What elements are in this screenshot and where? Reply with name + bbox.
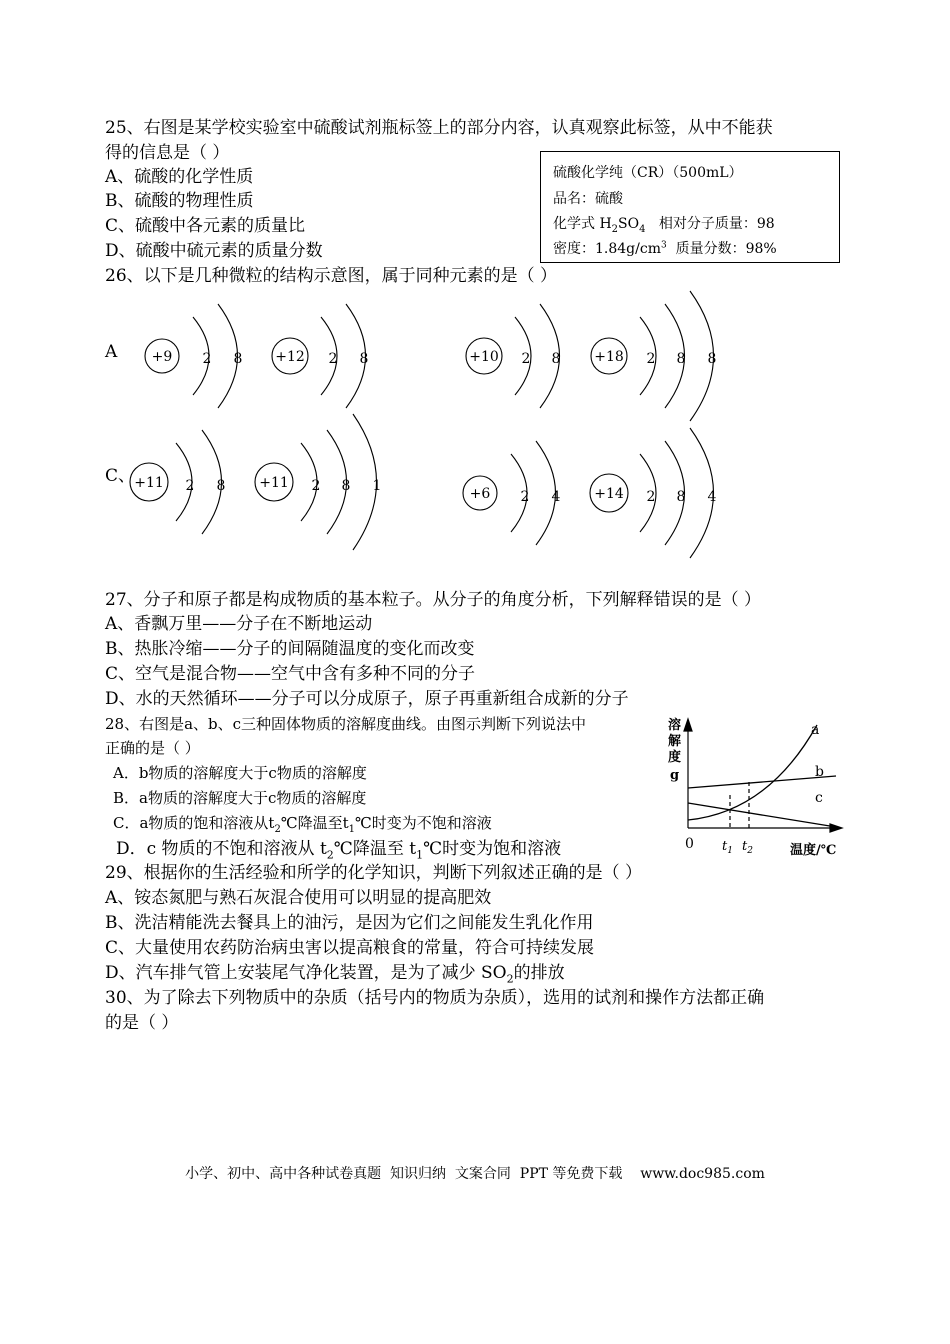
- shell-count: 2: [185, 478, 195, 494]
- q26-stem: 26、以下是几种微粒的结构示意图，属于同种元素的是（ ）: [105, 266, 558, 286]
- curve-b: [688, 776, 836, 788]
- q28-option-d-sub1: 2: [326, 848, 334, 862]
- t2-label: [742, 839, 753, 856]
- label-formula-sub1: 2: [611, 223, 619, 235]
- q30-stem-line2: 的是（ ）: [105, 1013, 179, 1033]
- shell-count: 2: [646, 489, 656, 505]
- graph-origin: 0: [685, 836, 694, 852]
- t1-label-sub: 1: [727, 846, 733, 856]
- q27-option-c: C、空气是混合物——空气中含有多种不同的分子: [105, 664, 476, 684]
- t1-label: [722, 839, 733, 856]
- shell-count: 1: [372, 478, 382, 494]
- t2-label-t: t: [742, 839, 748, 854]
- q29-option-d-post: 的排放: [513, 963, 565, 983]
- shell-count: 4: [551, 489, 561, 505]
- curve-label-c: c: [815, 790, 823, 806]
- shell-count: 2: [520, 489, 530, 505]
- shell-count: 8: [216, 478, 226, 494]
- q27-stem: 27、分子和原子都是构成物质的基本粒子。从分子的角度分析，下列解释错误的是（ ）: [105, 590, 762, 610]
- label-density: 密度：1.84g/cm: [553, 241, 661, 257]
- q28-stem-line1: 28、右图是a、b、c三种固体物质的溶解度曲线。由图示判断下列说法中: [105, 715, 587, 733]
- nucleus-label: +10: [469, 349, 499, 365]
- q28-option-c-post: ℃时变为不饱和溶液: [355, 814, 492, 832]
- q28-option-c-mid: ℃降温至t: [280, 814, 349, 832]
- q28-option-a: A．b物质的溶解度大于c物质的溶解度: [113, 764, 367, 782]
- label-formula-prefix: 化学式 H: [553, 216, 612, 232]
- q28-option-b: B．a物质的溶解度大于c物质的溶解度: [113, 789, 367, 807]
- nucleus-label: +11: [134, 475, 164, 491]
- q25-stem-line1: 25、右图是某学校实验室中硫酸试剂瓶标签上的部分内容，认真观察此标签，从中不能获: [105, 118, 773, 138]
- nucleus-label: +9: [151, 349, 173, 365]
- graph-xlabel: 温度/℃: [790, 843, 837, 858]
- q28-option-c-sub2: 1: [348, 824, 356, 835]
- graph-ylabel-char: 解: [668, 734, 682, 749]
- q29-option-c: C、大量使用农药防治病虫害以提高粮食的常量，符合可持续发展: [105, 938, 595, 958]
- curve-label-a: a: [811, 722, 820, 738]
- nucleus-label: +18: [594, 349, 624, 365]
- graph-ylabel-char: 溶: [668, 718, 682, 733]
- shell-count: 8: [676, 351, 686, 367]
- nucleus-label: +11: [259, 475, 289, 491]
- q28-option-d-sub2: 1: [416, 848, 424, 862]
- label-line-2: 品名：硫酸: [553, 191, 623, 207]
- q28-option-c-pre: C．a物质的饱和溶液从t: [113, 814, 275, 832]
- q29-option-d-sub: 2: [506, 972, 514, 986]
- q28-stem-line2: 正确的是（ ）: [105, 739, 200, 757]
- shell-count: 8: [707, 351, 717, 367]
- t2-label-sub: 2: [747, 846, 753, 856]
- shell-count: 4: [707, 489, 717, 505]
- nucleus-label: +14: [594, 486, 624, 502]
- q29-stem: 29、根据你的生活经验和所学的化学知识，判断下列叙述正确的是（ ）: [105, 863, 643, 883]
- q26-label-c: C、: [105, 466, 136, 486]
- q25-option-d: D、硫酸中硫元素的质量分数: [105, 241, 323, 261]
- label-line-1: 硫酸化学纯（CR）（500mL）: [553, 165, 743, 181]
- nucleus-label: +12: [275, 349, 305, 365]
- q25-option-b: B、硫酸的物理性质: [105, 191, 254, 211]
- q27-option-d: D、水的天然循环——分子可以分成原子，原子再重新组合成新的分子: [105, 689, 629, 709]
- q29-option-a: A、铵态氮肥与熟石灰混合使用可以明显的提高肥效: [105, 888, 492, 908]
- q27-option-b: B、热胀冷缩——分子的间隔随温度的变化而改变: [105, 639, 475, 659]
- shell-count: 2: [328, 351, 338, 367]
- nucleus-label: +6: [469, 486, 491, 502]
- shell-count: 2: [202, 351, 212, 367]
- q28-option-c-sub1: 2: [274, 824, 281, 835]
- label-density-sup: 3: [660, 240, 667, 251]
- label-molar-mass: 相对分子质量：98: [645, 216, 775, 232]
- shell-count: 8: [341, 478, 351, 494]
- shell-count: 8: [359, 351, 369, 367]
- shell-count: 2: [311, 478, 321, 494]
- shell-count: 8: [551, 351, 561, 367]
- label-formula-sub2: 4: [639, 223, 646, 235]
- q29-option-d-pre: D、汽车排气管上安装尾气净化装置，是为了减少 SO: [105, 963, 507, 983]
- y-axis-arrow: [684, 719, 692, 731]
- curve-c: [688, 803, 836, 827]
- q28-option-d-pre: D．c 物质的不饱和溶液从 t: [116, 839, 327, 859]
- q28-option-d-mid: ℃降温至 t: [333, 839, 417, 859]
- q27-option-a: A、香飘万里——分子在不断地运动: [105, 614, 373, 634]
- q26-label-a: A: [105, 342, 118, 362]
- curve-label-b: b: [815, 764, 824, 780]
- q29-option-b: B、洗洁精能洗去餐具上的油污，是因为它们之间能发生乳化作用: [105, 913, 594, 933]
- shell-count: 8: [233, 351, 243, 367]
- q28-option-d-post: ℃时变为饱和溶液: [423, 839, 562, 859]
- shell-count: 8: [676, 489, 686, 505]
- shell-count: 2: [646, 351, 656, 367]
- label-formula-mid: SO: [618, 216, 640, 232]
- shell-count: 2: [521, 351, 531, 367]
- label-mass-fraction: 质量分数：98%: [666, 241, 777, 257]
- graph-ylabel-char: g: [670, 768, 680, 783]
- q25-stem-line2: 得的信息是（ ）: [105, 143, 230, 163]
- graph-ylabel-char: 度: [668, 750, 682, 765]
- x-axis-arrow: [830, 824, 842, 832]
- page-footer: 小学、初中、高中各种试卷真题 知识归纳 文案合同 PPT 等免费下载 www.doc985.com: [185, 1166, 765, 1182]
- q30-stem-line1: 30、为了除去下列物质中的杂质（括号内的物质为杂质），选用的试剂和操作方法都正确: [105, 988, 765, 1008]
- t1-label-t: t: [722, 839, 728, 854]
- q25-option-a: A、硫酸的化学性质: [105, 167, 254, 187]
- q25-option-c: C、硫酸中各元素的质量比: [105, 216, 306, 236]
